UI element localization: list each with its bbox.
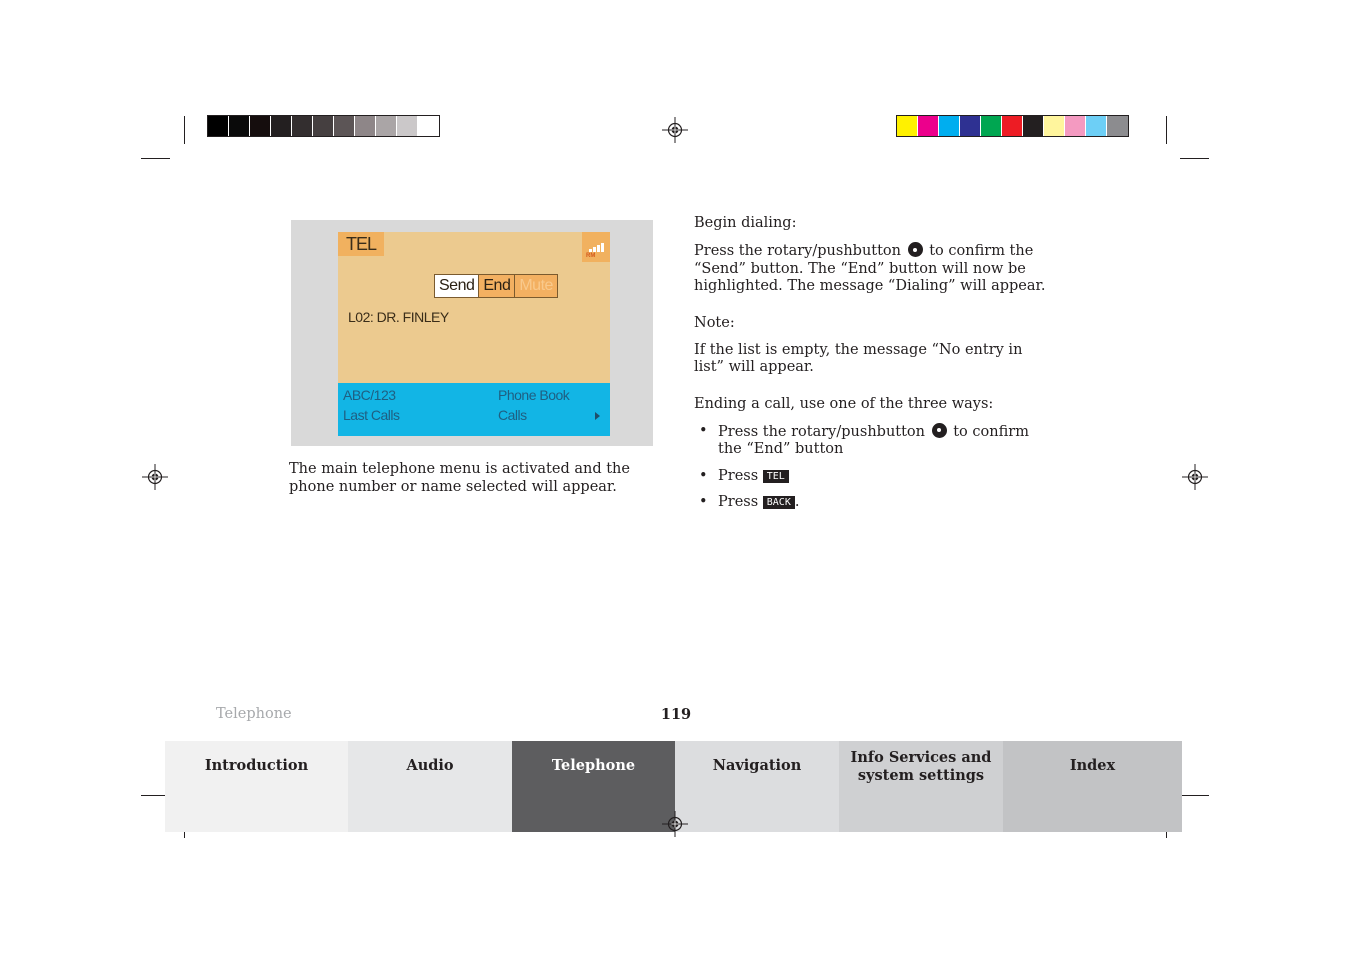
crop-mark — [1180, 795, 1209, 796]
gray-swatch — [334, 116, 355, 136]
note-text: If the list is empty, the message “No entry in list” will appear. — [694, 341, 1023, 375]
registration-mark-icon — [1182, 464, 1208, 490]
display-screen — [338, 232, 610, 436]
tab-telephone[interactable]: Telephone — [512, 741, 675, 832]
registration-mark-icon — [142, 464, 168, 490]
color-swatch — [939, 116, 960, 136]
crop-mark — [1166, 116, 1167, 144]
color-swatch — [981, 116, 1002, 136]
bullet-text: Press the rotary/pushbutton — [718, 423, 926, 440]
begin-dialing-heading: Begin dialing: — [694, 215, 797, 231]
begin-dialing-text — [694, 242, 1056, 296]
tab-info-services[interactable]: Info Services and system settings — [839, 741, 1003, 832]
list-item — [694, 494, 1056, 512]
footer-section-label: Telephone — [216, 706, 292, 722]
list-item — [694, 423, 1056, 459]
crop-mark — [141, 158, 170, 159]
color-swatch — [960, 116, 981, 136]
color-swatch-bar — [896, 115, 1129, 137]
ending-list — [694, 423, 1056, 512]
color-swatch — [1023, 116, 1044, 136]
bullet-text: Press — [718, 494, 759, 510]
gray-swatch — [292, 116, 313, 136]
color-swatch — [1107, 116, 1128, 136]
gray-swatch — [376, 116, 397, 136]
menu-item-phone-book[interactable]: Phone Book — [498, 387, 570, 403]
tab-audio[interactable]: Audio — [348, 741, 512, 832]
arrow-right-icon — [595, 412, 600, 420]
gray-swatch-bar — [207, 115, 440, 137]
mute-button[interactable]: Mute — [515, 275, 557, 297]
gray-swatch — [250, 116, 271, 136]
menu-item-last-calls[interactable]: Last Calls — [343, 407, 400, 423]
figure-caption: The main telephone menu is activated and the phone number or name selected will appear. — [289, 461, 630, 495]
display-header-label: TEL — [338, 232, 384, 256]
gray-swatch — [208, 116, 229, 136]
signal-label: RM — [586, 253, 596, 259]
end-button[interactable]: End — [479, 275, 515, 297]
color-swatch — [1002, 116, 1023, 136]
color-swatch — [1086, 116, 1107, 136]
back-key: BACK — [763, 496, 795, 509]
gray-swatch — [271, 116, 292, 136]
list-item — [694, 468, 1056, 486]
signal-strength-icon — [582, 232, 610, 262]
color-swatch — [897, 116, 918, 136]
color-swatch — [1065, 116, 1086, 136]
ending-heading: Ending a call, use one of the three ways: — [694, 395, 994, 412]
bullet-text: to confirm the “End” button — [718, 423, 1029, 457]
content-column — [694, 215, 1056, 512]
gray-swatch — [313, 116, 334, 136]
rotary-pushbutton-icon — [908, 242, 923, 257]
tab-index[interactable]: Index — [1003, 741, 1182, 832]
menu-item-abc123[interactable]: ABC/123 — [343, 387, 396, 403]
selected-entry: L02: DR. FINLEY — [348, 309, 449, 325]
rotary-pushbutton-icon — [932, 423, 947, 438]
send-button[interactable]: Send — [435, 275, 479, 297]
registration-mark-icon — [662, 117, 688, 143]
display-menu-bar — [338, 383, 610, 436]
tab-navigation[interactable]: Navigation — [675, 741, 839, 832]
begin-text-part: Press the rotary/pushbutton — [694, 243, 902, 259]
menu-item-calls[interactable]: Calls — [498, 407, 527, 423]
note-heading: Note: — [694, 314, 735, 331]
registration-mark-icon — [662, 811, 688, 837]
bullet-text: . — [794, 494, 800, 510]
color-swatch — [1044, 116, 1065, 136]
gray-swatch — [355, 116, 376, 136]
crop-mark — [184, 116, 185, 144]
tel-key: TEL — [763, 470, 789, 483]
call-button-group — [434, 274, 558, 298]
color-swatch — [918, 116, 939, 136]
page-number: 119 — [660, 706, 692, 723]
gray-swatch — [229, 116, 250, 136]
tab-introduction[interactable]: Introduction — [165, 741, 348, 832]
crop-mark — [1180, 158, 1209, 159]
gray-swatch — [418, 116, 439, 136]
gray-swatch — [397, 116, 418, 136]
bullet-text: Press — [718, 467, 759, 484]
begin-text-part: to confirm the “Send” button. The “End” button will now be highlighted. The message “Dialing” will appear. — [694, 243, 1046, 294]
